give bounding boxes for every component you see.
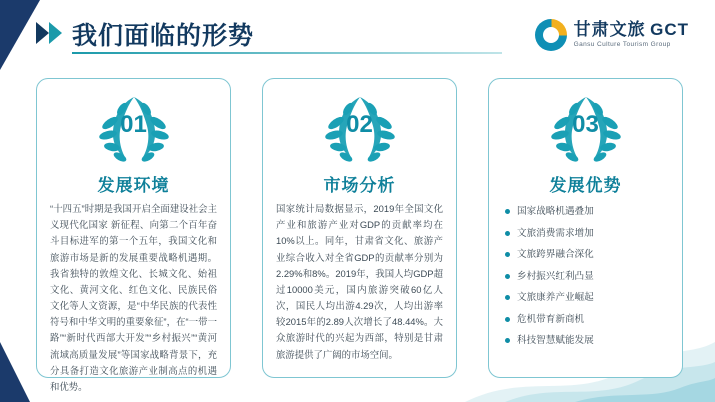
card-number: 03	[572, 111, 599, 138]
list-item: 科技智慧赋能发展	[505, 330, 670, 352]
slide-header	[0, 14, 715, 54]
laurel-wreath-icon	[304, 93, 416, 165]
card-number: 01	[120, 111, 147, 138]
list-item: 国家战略机遇叠加	[505, 201, 670, 223]
laurel-wreath-icon	[530, 93, 642, 165]
laurel-wreath-icon	[78, 93, 190, 165]
card-title: 发展环境	[97, 176, 170, 195]
list-item: 危机带育新商机	[505, 309, 670, 331]
card-title: 市场分析	[323, 176, 396, 195]
card-number: 02	[346, 111, 373, 138]
gansu-culture-tourism-logo-icon	[535, 19, 567, 51]
list-item: 文旅跨界融合深化	[505, 244, 670, 266]
list-item: 文旅消费需求增加	[505, 223, 670, 245]
title-underline	[72, 52, 502, 54]
card-development-environment[interactable]	[36, 78, 231, 392]
advantage-list	[505, 201, 670, 352]
card-body-text: “十四五”时期是我国开启全面建设社会主义现代化国家 新征程、向第二个百年奋斗目标进军的第一个五年，我国文化和旅游市场是新的发展重要战略机遇期。我省独特的敦煌文化、长城文化、始祖文化、黄河文化、红色文化、民族民俗文化等人文资源，是“中华民族的代表性符号和中华文明的重要象征”，在“一带一路”“新时代西部大开发”“乡村振兴”“黄河流域高质量发展”等国家战略背景下，充分具备打造文化旅游产业制高点的机遇和优势。	[50, 203, 217, 392]
logo-name-abbr: GCT	[650, 20, 689, 40]
page-title: 我们面临的形势	[72, 22, 255, 50]
list-item: 文旅康养产业崛起	[505, 287, 670, 309]
brand-logo	[535, 18, 689, 52]
card-body-text: 国家统计局数据显示，2019年全国文化产业和旅游产业对GDP的贡献率均在10%以上。同年，甘肃省文化、旅游产业综合收入对全省GDP的贡献率分别为2.29%和8%。2019年，我国人均GDP超过10000美元，国内旅游突破60亿人次，国民人均出游4.29次，人均出游率较2015年的2.89人次增长了48.44%。大众旅游时代的兴起为西部，特别是甘肃旅游提供了广阔的市场空间。	[276, 203, 443, 360]
list-item: 乡村振兴红利凸显	[505, 266, 670, 288]
chevron-right-icon	[36, 22, 62, 44]
card-market-analysis[interactable]	[262, 78, 457, 378]
card-group	[0, 78, 715, 392]
card-title: 发展优势	[549, 176, 622, 195]
logo-name-en: Gansu Culture Tourism Group	[573, 41, 671, 49]
logo-name-cn: 甘肃文旅	[573, 20, 646, 40]
card-development-advantages[interactable]	[488, 78, 683, 378]
